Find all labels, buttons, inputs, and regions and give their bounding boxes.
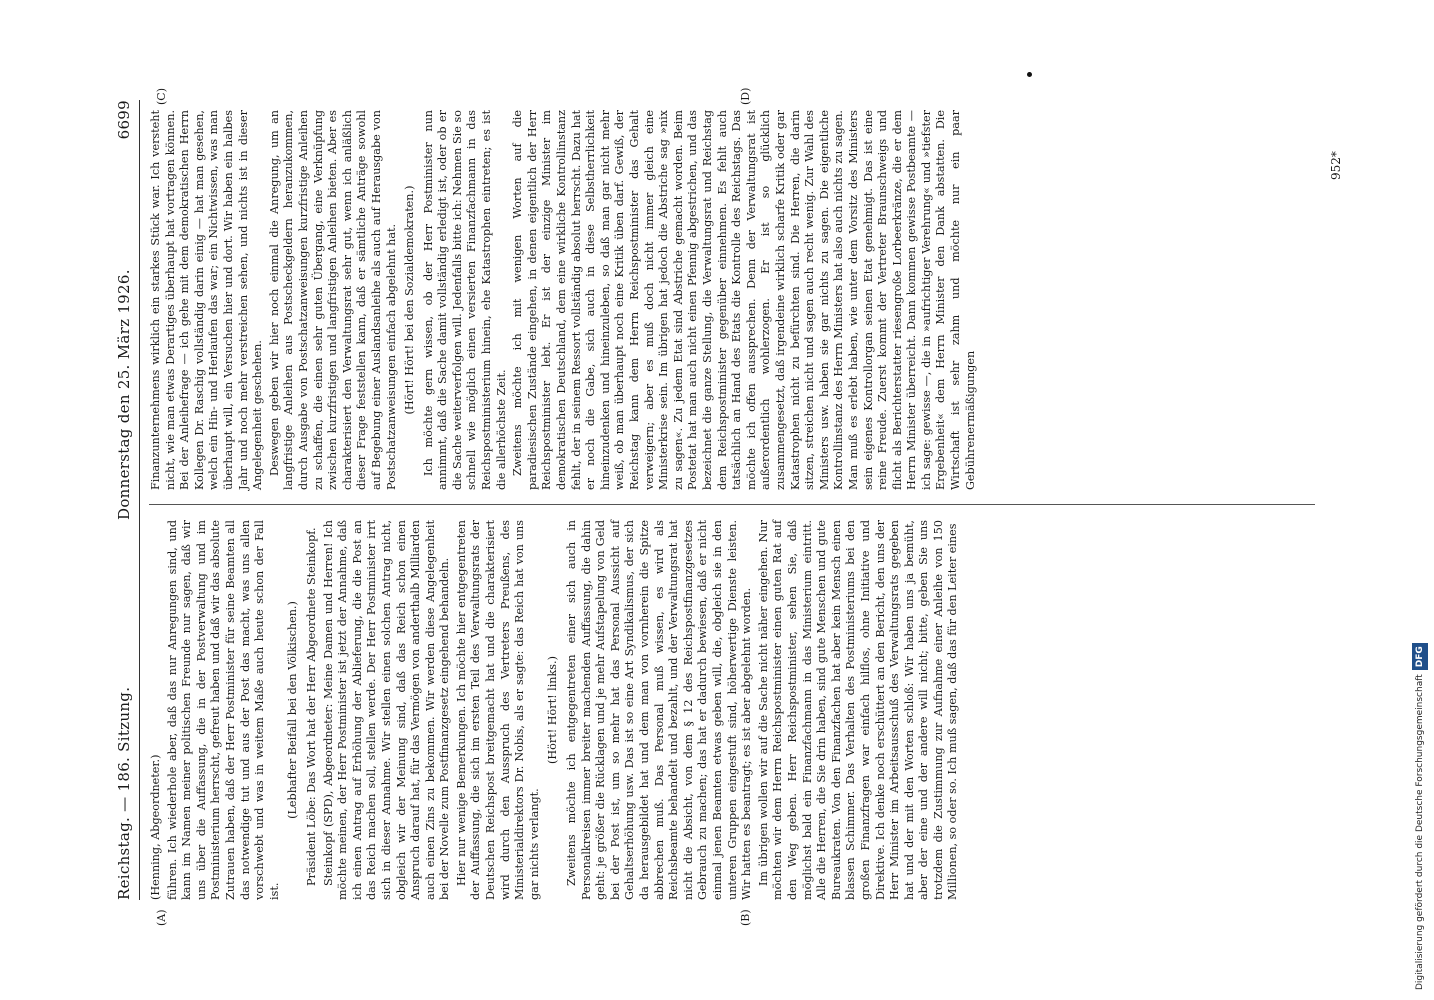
interjection: (Hört! Hört! bei den Sozialdemokraten.) [403, 185, 417, 415]
signature-mark: 952* [1329, 151, 1343, 180]
paragraph: Deswegen geben wir hier noch einmal die Anregung, um an langfristige Anleihen aus Postscheckgeldern heranzukommen, durch Ausgabe von Postschatzanweisungen kurzfristige Anleihen zu schaffen, die einen sehr guten Übergang, eine Verknüpfung zwischen kurzfristigen und langfristigen Anleihen bieten. Aber es charakterisiert den Verwaltungsrat sehr gut, wenn ich anläßlich dieser Frage feststellen kann, daß er sämtliche Anträge sowohl auf Begebung einer Auslandsanleihe als auch auf Herausgabe von Postschatzanweisungen einfach abgelehnt hat. [267, 110, 398, 490]
paragraph: Im übrigen wollen wir auf die Sache nicht näher eingehen. Nur möchten wir dem Herrn Reichspostminister einen guten Rat auf den Weg geben. Herr Reichspostminister, sehen Sie, daß möglichst bald ein Finanzfachmann in das Ministerium eintritt. Alle die Herren, die Sie drin haben, sind gute Menschen und gute Bureaukraten. Von den Finanzfachen hat aber kein Mensch einen blassen Schimmer. Das Verhalten des Postministeriums bei den großen Finanzfragen war einfach hilflos, ohne Initiative und Direktive. Ich denke noch erschüttert an den Bericht, den uns der Herr Minister im Arbeitsausschuß des Verwaltungsrats gegeben hat und der mit den Worten schloß: Wir haben uns ja bemüht, aber der eine und der andere will nicht; bitte, geben Sie uns trotzdem die Zustimmung zur Aufnahme einer Anleihe von 150 Millionen, so oder so. Ich muß sagen, daß das für den Leiter eines [756, 520, 960, 900]
interjection: (Hört! Hört! links.) [546, 656, 560, 764]
margin-mark-b: (B) [739, 909, 752, 926]
interjection: (Lebhafter Beifall bei den Völkischen.) [286, 601, 300, 819]
paragraph: Ich möchte gern wissen, ob der Herr Postminister nun annimmt, daß die Sache damit vollständig erledigt ist, oder ob er die Sache weiterverfolgen will. Jedenfalls bitte ich: Nehmen Sie so schnell wie möglich einen versierten Finanzfachmann in das Reichspostministerium hinein, ehe Katastrophen eintreten; es ist die allerhöchste Zeit. [421, 110, 508, 490]
speech-opening: Steinkopf (SPD), Abgeordneter: Meine Damen und Herren! Ich möchte meinen, der Herr Postminister ist jetzt der Annahme, daß ich einen Antrag auf Erhöhung der Ablieferung, die die Post an das Reich machen soll, stellen werde. Der Herr Postminister irrt sich in dieser Annahme. Wir stellen einen solchen Antrag nicht, obgleich wir der Meinung sind, daß das Reich schon einen Anspruch darauf hat, für das Vermögen von anderthalb Milliarden auch einen Zins zu bekommen. Wir werden diese Angelegenheit bei der Novelle zum Postfinanzgesetz eingehend behandeln. [321, 520, 452, 900]
running-head [115, 100, 141, 900]
paragraph: Zweitens möchte ich entgegentreten einer sich auch in Personalkreisen immer breiter machenden Auffassung, die dahin geht: je größer die Rücklagen und je mehr Aufstapelung von Geld bei der Post ist, um so mehr hat das Personal Aussicht auf Gehaltserhöhung usw. Das ist so eine Art Syndikalismus, der sich da herausgebildet hat und dem man von vornherein die Spitze abbrechen muß. Das Personal muß wissen, es wird als Reichsbeamte behandelt und bezahlt, und der Verwaltungsrat hat nicht die Absicht, von dem § 12 des Reichspostfinanzgesetzes Gebrauch zu machen; das hat er dadurch bewiesen, daß er nicht einmal jenen Beamten etwas geben will, die, obgleich sie in den unteren Gruppen eingestuft sind, höherwertige Dienste leisten. Wir hatten es beantragt; es ist aber abgelehnt worden. [565, 520, 754, 900]
header-rule [139, 100, 140, 900]
paragraph: Zweitens möchte ich mit wenigen Worten auf die paradiesischen Zustände eingehen, in denen eigentlich der Herr Reichspostminister lebt. Er ist der einzige Minister im demokratischen Deutschland, dem eine wirkliche Kontrollinstanz fehlt, der in seinem Ressort vollständig absolut herrscht. Dazu hat er noch die Gabe, sich auch in diese Selbstherrlichkeit hineinzudenken und hineinzuleben, so daß man gar nicht mehr weiß, ob man überhaupt noch eine Kritik üben darf. Gewiß, der Reichstag kann dem Herrn Reichspostminister das Gehalt verweigern; aber es muß doch nicht immer gleich eine Ministerkrise sein. Im übrigen hat jedoch die Abstriche sag »nix zu sagen«. Zu jedem Etat sind Abstriche gemacht worden. Beim Postetat hat man auch nicht einen Pfennig abgestrichen, und das bezeichnet die ganze Stellung, die Verwaltungsrat und Reichstag dem Reichspostminister gegenüber einnehmen. Es fehlt auch tatsächlich an Hand des Etats die Kontrolle des Reichstags. Das möchte ich offen aussprechen. Denn der Verwaltungsrat ist außerordentlich wohlerzogen. Er ist so glücklich zusammengesetzt, daß irgendeine wirklich scharfe Kritik oder gar Katastrophen nicht zu befürchten sind. Die Herren, die darin sitzen, streichen nicht und sagen auch recht wenig. Zur Wahl des Ministers usw. haben sie gar nichts zu sagen. Die eigentliche Kontrollinstanz des Herrn Ministers hat also auch nichts zu sagen. Man muß es erlebt haben, wie unter dem Vorsitz des Ministers sein eigenes Kontrollorgan seinen Etat genehmigt. Das ist eine reine Freude. Zuerst kommt der Vertreter Braunschweigs und flicht als Berichterstatter riesengroße Lorbeerkränze, die er dem Herrn Minister überreicht. Dann kommen gewisse Postbeamte — ich sage: gewisse —, die in »aufrichtiger Verehrung« und »tiefster Ergebenheit« dem Herrn Minister den Dank abstatten. Die Wirtschaft ist sehr zahm und möchte nur ein paar Gebührenermäßigungen [511, 110, 977, 490]
margin-mark-c: (C) [155, 88, 168, 105]
digitization-stamp-text [1412, 10, 1428, 990]
paragraph: Finanzunternehmens wirklich ein starkes Stück war. Ich versteht nicht, wie man etwas Derartiges überhaupt hat vortragen können. Bei der Anleihefrage — ich gehe mit dem demokratischen Herrn Kollegen Dr. Raschig vollständig darin einig — hat man gesehen, welch ein Hin- und Herlaufen das war; ein Nichtwissen, was man überhaupt will, ein Versuchen hier und dort. Wir haben ein halbes Jahr und noch mehr verstreichen sehen, und nichts ist in dieser Angelegenheit geschehen. [149, 110, 265, 490]
paragraph: führen. Ich wiederhole aber, daß das nur Anregungen sind, und kann im Namen meiner politischen Freunde nur sagen, daß wir uns über die Auffassung, die in der Postverwaltung und im Postministerium herrscht, gefreut haben und daß wir das absolute Zutrauen haben, daß der Herr Postminister für seine Beamten all das notwendige tut und aus der Post das macht, was uns allen vorschwebt und was in weitem Maße auch heute schon der Fall ist. [165, 520, 281, 900]
stamp-caption: Digitalisierung gefördert durch die Deutsche Forschungsgemeinschaft [1415, 674, 1425, 990]
text-columns [149, 87, 1355, 926]
president-statement: Präsident Löbe: Das Wort hat der Herr Abgeordnete Steinkopf. [304, 527, 318, 886]
margin-mark-d: (D) [739, 87, 752, 105]
ink-speck [1027, 72, 1032, 77]
speaker-attribution: (Henning, Abgeordneter.) [149, 754, 162, 900]
header-session: Reichstag. — 186. Sitzung. [115, 686, 133, 900]
digitization-stamp [1412, 10, 1428, 990]
header-date: Donnerstag den 25. März 1926. [115, 269, 133, 520]
paragraph: Hier nur wenige Bemerkungen. Ich möchte hier entgegentreten der Auffassung, die sich im ersten Teil des Verwaltungsrats der Deutschen Reichspost breitgemacht hat und die charakterisiert wird durch den Ausspruch des Vertreters Preußens, des Ministerialdirektors Dr. Nobis, als er sagte: das Reich hat von uns gar nichts verlangt. [454, 520, 541, 900]
column-divider [149, 504, 1315, 505]
dfg-logo: DFG [1412, 643, 1428, 670]
header-page-number: 6699 [115, 100, 133, 140]
left-column [149, 520, 1355, 900]
rotated-page-content [115, 87, 1355, 926]
right-column [149, 110, 1355, 490]
margin-mark-a: (A) [155, 909, 168, 926]
